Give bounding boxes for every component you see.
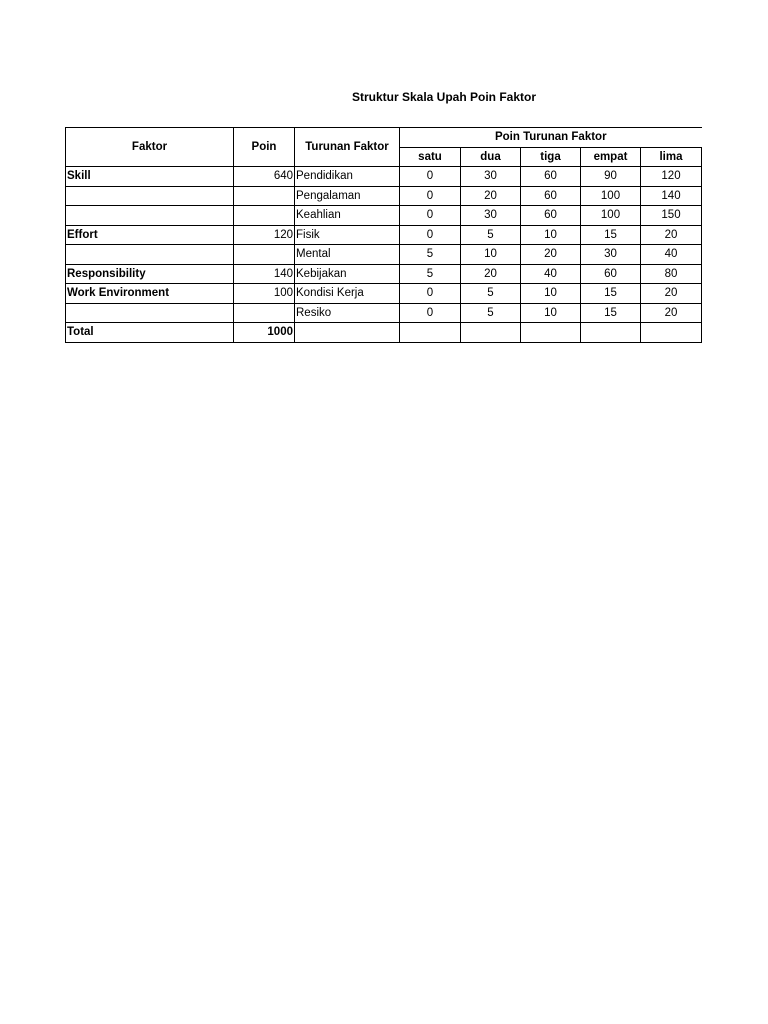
cell-turunan: Pengalaman (295, 186, 400, 206)
header-row-1 (66, 128, 702, 148)
cell-value: 40 (641, 245, 702, 265)
header-level-lima: lima (641, 147, 702, 167)
cell-poin (234, 245, 295, 265)
table-row (66, 303, 702, 323)
page-title: Struktur Skala Upah Poin Faktor (351, 90, 537, 104)
header-turunan-faktor: Turunan Faktor (295, 128, 400, 167)
cell-value: 90 (581, 167, 641, 187)
cell-value: 5 (461, 225, 521, 245)
cell-turunan: Fisik (295, 225, 400, 245)
cell-value: 5 (400, 245, 461, 265)
total-label: Total (66, 323, 234, 343)
header-poin-turunan-faktor: Poin Turunan Faktor (400, 128, 702, 148)
header-level-dua: dua (461, 147, 521, 167)
cell-value: 60 (521, 186, 581, 206)
cell-faktor: Skill (66, 167, 234, 187)
cell-poin: 100 (234, 284, 295, 304)
header-poin: Poin (234, 128, 295, 167)
cell-turunan: Mental (295, 245, 400, 265)
cell-value: 20 (461, 264, 521, 284)
header-level-satu: satu (400, 147, 461, 167)
cell-value: 60 (581, 264, 641, 284)
cell-value: 0 (400, 303, 461, 323)
header-faktor: Faktor (66, 128, 234, 167)
cell-value: 0 (400, 225, 461, 245)
cell-poin (234, 186, 295, 206)
cell-value: 10 (461, 245, 521, 265)
empty-cell (295, 323, 400, 343)
cell-faktor (66, 303, 234, 323)
cell-value: 5 (400, 264, 461, 284)
cell-value: 0 (400, 284, 461, 304)
cell-value: 40 (521, 264, 581, 284)
cell-value: 10 (521, 284, 581, 304)
empty-cell (641, 323, 702, 343)
cell-value: 0 (400, 206, 461, 226)
table-row (66, 245, 702, 265)
cell-faktor (66, 206, 234, 226)
cell-value: 5 (461, 303, 521, 323)
cell-value: 0 (400, 186, 461, 206)
empty-cell (400, 323, 461, 343)
cell-faktor (66, 245, 234, 265)
cell-poin: 640 (234, 167, 295, 187)
total-poin: 1000 (234, 323, 295, 343)
table-row (66, 225, 702, 245)
cell-value: 5 (461, 284, 521, 304)
cell-value: 120 (641, 167, 702, 187)
cell-turunan: Pendidikan (295, 167, 400, 187)
table-row (66, 186, 702, 206)
cell-value: 0 (400, 167, 461, 187)
cell-turunan: Keahlian (295, 206, 400, 226)
cell-value: 15 (581, 303, 641, 323)
cell-value: 140 (641, 186, 702, 206)
table-row (66, 206, 702, 226)
empty-cell (521, 323, 581, 343)
cell-value: 15 (581, 284, 641, 304)
cell-faktor: Responsibility (66, 264, 234, 284)
wage-structure-table (65, 127, 702, 343)
cell-faktor (66, 186, 234, 206)
cell-value: 60 (521, 206, 581, 226)
cell-value: 20 (641, 225, 702, 245)
cell-poin: 120 (234, 225, 295, 245)
cell-turunan: Resiko (295, 303, 400, 323)
cell-value: 30 (461, 206, 521, 226)
cell-poin (234, 303, 295, 323)
cell-poin (234, 206, 295, 226)
header-level-tiga: tiga (521, 147, 581, 167)
table-row (66, 167, 702, 187)
cell-value: 30 (581, 245, 641, 265)
cell-faktor: Work Environment (66, 284, 234, 304)
cell-turunan: Kondisi Kerja (295, 284, 400, 304)
cell-turunan: Kebijakan (295, 264, 400, 284)
cell-value: 20 (641, 303, 702, 323)
cell-value: 20 (461, 186, 521, 206)
cell-value: 100 (581, 186, 641, 206)
cell-value: 20 (641, 284, 702, 304)
cell-value: 60 (521, 167, 581, 187)
cell-value: 15 (581, 225, 641, 245)
cell-value: 20 (521, 245, 581, 265)
cell-value: 100 (581, 206, 641, 226)
cell-value: 80 (641, 264, 702, 284)
empty-cell (461, 323, 521, 343)
total-row (66, 323, 702, 343)
cell-value: 30 (461, 167, 521, 187)
empty-cell (581, 323, 641, 343)
cell-value: 150 (641, 206, 702, 226)
cell-value: 10 (521, 225, 581, 245)
header-level-empat: empat (581, 147, 641, 167)
cell-poin: 140 (234, 264, 295, 284)
table-row (66, 264, 702, 284)
cell-value: 10 (521, 303, 581, 323)
cell-faktor: Effort (66, 225, 234, 245)
table-row (66, 284, 702, 304)
